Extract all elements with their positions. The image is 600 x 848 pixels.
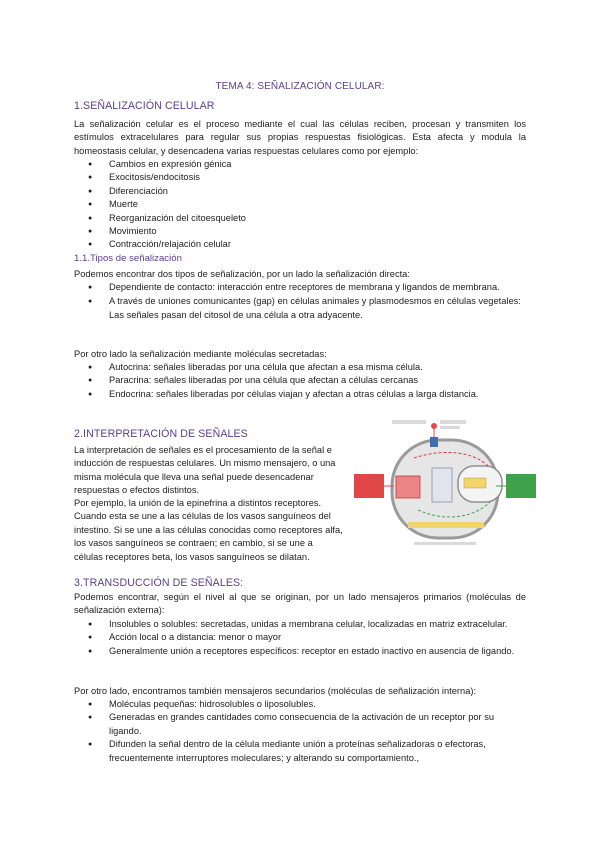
secondary-messengers-intro: Por otro lado, encontramos también mensajeros secundarios (moléculas de señalización interna):: [74, 686, 477, 696]
section-1-intro: La señalización celular es el proceso mediante el cual las células reciben, procesan y transmiten los estímulos extracelulares para regular sus propias respuestas fisiológicas. Esta afecta y modula la homeostasis celular, y desencadena varias respuestas celulares como por ejemplo:: [74, 119, 526, 156]
primary-messengers-list: [74, 618, 526, 658]
label-bar: [440, 426, 460, 429]
list-item: ● Dependiente de contacto: interacción entre receptores de membrana y ligandos de membrana.: [74, 281, 526, 294]
list-item: ● Exocitosis/endocitosis: [74, 171, 526, 184]
cell-diagram: [354, 418, 536, 550]
list-item: ● Diferenciación: [74, 185, 526, 198]
section-2-paragraph-1: La interpretación de señales es el procesamiento de la señal e inducción de respuestas celulares. Un mismo mensajero, o una misma molécula que lleva una señal puede desencadenar respuestas o efectos distintos.: [74, 445, 336, 496]
label-bar: [440, 420, 466, 424]
section-2-heading: 2.INTERPRETACIÓN DE SEÑALES: [74, 428, 248, 440]
list-item: ● Paracrina: señales liberadas por una célula que afectan a células cercanas: [74, 374, 526, 387]
list-item: ● A través de uniones comunicantes (gap) en células animales y plasmodesmos en células vegetales: Las señales pasan del citosol de una célula a otra adyacente.: [74, 295, 526, 322]
list-item: ● Difunden la señal dentro de la célula mediante unión a proteínas señalizadoras o efectoras, frecuentemente interruptores moleculares; y alterando su comportamiento.,: [74, 738, 526, 765]
signaling-types-intro: Podemos encontrar dos tipos de señalización, por un lado la señalización directa:: [74, 269, 410, 279]
activation-box: [506, 474, 536, 498]
list-item: ● Muerte: [74, 198, 526, 211]
receptor-icon: [430, 437, 438, 447]
direct-signaling-list: [74, 281, 526, 322]
ligand-dot: [431, 423, 437, 429]
list-item: ● Generalmente unión a receptores específicos: receptor en estado inactivo en ausencia de ligando.: [74, 645, 526, 658]
gene-icon: [464, 478, 486, 488]
epinephrine-signaling-figure: [354, 418, 536, 550]
section-2-paragraph-2: Por ejemplo, la unión de la epinefrina a distintos receptores. Cuando esta se une a las células de los vasos sanguíneos del intestino. Si se une a las células conocidas como receptores alfa, los vasos sanguíneos se contraen; en cambio, si se une a células receptores beta, los vasos sanguíneos se dilatan.: [74, 498, 343, 562]
list-item: ● Contracción/relajación celular: [74, 238, 526, 251]
list-item: ● Autocrina: señales liberadas por una célula que afectan a esa misma célula.: [74, 361, 526, 374]
list-item: ● Insolubles o solubles: secretadas, unidas a membrana celular, localizadas en matriz extracelular.: [74, 618, 526, 631]
list-item: ● Generadas en grandes cantidades como consecuencia de la activación de un receptor por su ligando.: [74, 711, 526, 738]
document-title: TEMA 4: SEÑALIZACIÓN CELULAR:: [215, 81, 385, 92]
list-item: ● Endocrina: señales liberadas por células viajan y afectan a otras células a larga distancia.: [74, 388, 526, 401]
section-3-intro: Podemos encontrar, según el nivel al que se originan, por un lado mensajeros primarios (moléculas de señalización externa):: [74, 592, 526, 616]
section-3-heading: 3.TRANSDUCCIÓN DE SEÑALES:: [74, 577, 244, 589]
response-strip: [408, 522, 484, 528]
list-item: ● Moléculas pequeñas: hidrosolubles o liposolubles.: [74, 698, 526, 711]
inhibition-box: [354, 474, 384, 498]
list-item: ● Movimiento: [74, 225, 526, 238]
kinase-box: [432, 468, 452, 502]
cell-responses-list: [74, 158, 526, 252]
secondary-messengers-list: [74, 698, 526, 765]
list-item: ● Reorganización del citoesqueleto: [74, 212, 526, 225]
label-bar: [392, 420, 426, 424]
caption-bar: [414, 542, 476, 545]
secreted-signaling-intro: Por otro lado la señalización mediante moléculas secretadas:: [74, 349, 327, 359]
list-item: ● Acción local o a distancia: menor o mayor: [74, 631, 526, 644]
effector-box: [396, 476, 420, 498]
section-1-heading: 1.SEÑALIZACIÓN CELULAR: [74, 100, 215, 112]
secreted-signaling-list: [74, 361, 526, 401]
list-item: ● Cambios en expresión génica: [74, 158, 526, 171]
subsection-1-1-heading: 1.1.Tipos de señalización: [74, 253, 182, 264]
